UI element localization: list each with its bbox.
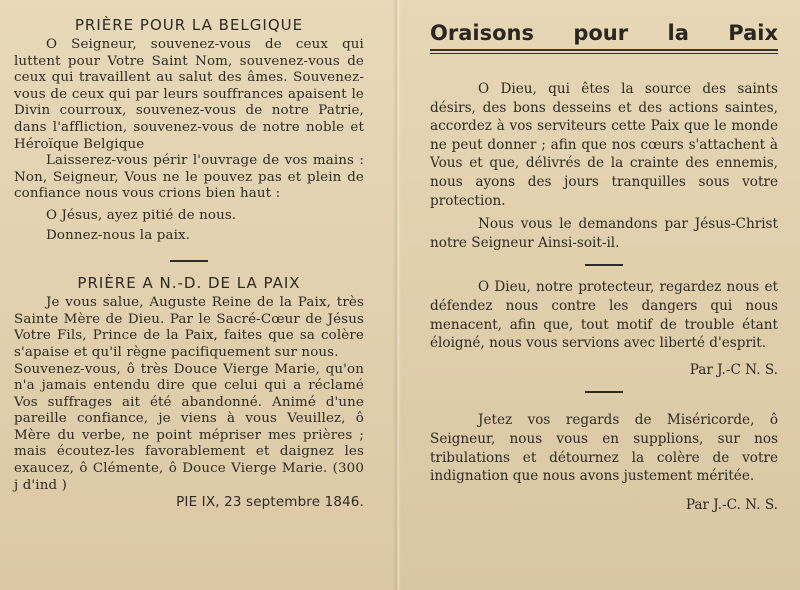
nd-paix-paragraph-2: Souvenez-vous, ô très Douce Vierge Marie, qu'on n'a jamais entendu dire que celui qui a réclamé Vos suffrages ait été abandonné. Animé d'une pareille confiance, je viens à vous Veuillez, ô Mère du verbe, ne point mépriser mes prières ; mais écoutez-les favorablement et daignez les exaucez, ô Clémente, ô Douce Vierge Marie. (300 j d'ind ) xyxy=(14,361,364,493)
prayer1-paragraph-2: Nous vous le demandons par Jésus-Christ notre Seigneur Ainsi-soit-il. xyxy=(430,216,778,251)
prayer-divider xyxy=(585,391,623,393)
prayer2-signature: Par J.-C N. S. xyxy=(689,361,778,378)
prayer2-paragraph: O Dieu, notre protecteur, regardez nous et défendez nous contre les dangers qui nous menacent, afin que, tout motif de trouble étant éloigné, nous vous servions avec liberté d'esprit. xyxy=(430,279,778,352)
belgique-paragraph-2: Laisserez-vous périr l'ouvrage de vos mains : Non, Seigneur, Vous ne le pouvez pas et plein de confiance nous vous crions bien haut : xyxy=(14,153,364,202)
title-double-rule xyxy=(430,49,778,54)
title-word: la xyxy=(667,21,689,45)
prayer1-paragraph-1: O Dieu, qui êtes la source des saints désirs, des bons desseins et des actions saintes, accordez à vos serviteurs cette Paix que le monde ne peut donner ; afin que nos cœurs s'attachent à Vous et que, délivrés de la crainte des ennemis, nous ayons des jours tranquilles sous votre protection. xyxy=(430,81,778,209)
title-word: Paix xyxy=(728,21,778,45)
belgique-invocation-2: Donnez-nous la paix. xyxy=(46,227,191,243)
nd-paix-paragraph-1: Je vous salue, Auguste Reine de la Paix, très Sainte Mère de Dieu. Par le Sacré-Cœur de Jésus Votre Fils, Prince de la Paix, faites que sa colère s'apaise et qu'il règne pacifiquement sur nous. xyxy=(14,295,364,360)
title-word: pour xyxy=(573,21,629,45)
prayer-divider xyxy=(585,264,623,266)
nd-paix-signature: PIE IX, 23 septembre 1846. xyxy=(176,494,364,511)
prayer3-paragraph: Jetez vos regards de Miséricorde, ô Seigneur, nous vous en supplions, sur nos tribulations et détournez la colère de votre indignation que nous avons justement méritée. xyxy=(430,412,778,485)
oraisons-title xyxy=(430,20,778,46)
left-column xyxy=(14,16,364,511)
belgique-invocation-1: O Jésus, ayez pitié de nous. xyxy=(46,207,237,223)
right-column xyxy=(430,20,778,514)
page-fold xyxy=(393,0,401,590)
belgique-prayer-title: PRIÈRE POUR LA BELGIQUE xyxy=(74,16,304,34)
section-divider xyxy=(170,260,208,262)
nd-paix-prayer-title: PRIÈRE A N.-D. DE LA PAIX xyxy=(77,274,301,293)
title-word: Oraisons xyxy=(430,21,534,45)
prayer3-signature: Par J.-C. N. S. xyxy=(685,496,778,513)
belgique-paragraph-1: O Seigneur, souvenez-vous de ceux qui luttent pour Votre Saint Nom, souvenez-vous de ceux qui travaillent au salut des âmes. Souvenez-vous de ceux qui par leurs souffrances apaisent le Divin courroux, souvenez-vous de notre Patrie, dans l'affliction, souvenez-vous de notre noble et Héroïque Belgique xyxy=(14,37,364,152)
